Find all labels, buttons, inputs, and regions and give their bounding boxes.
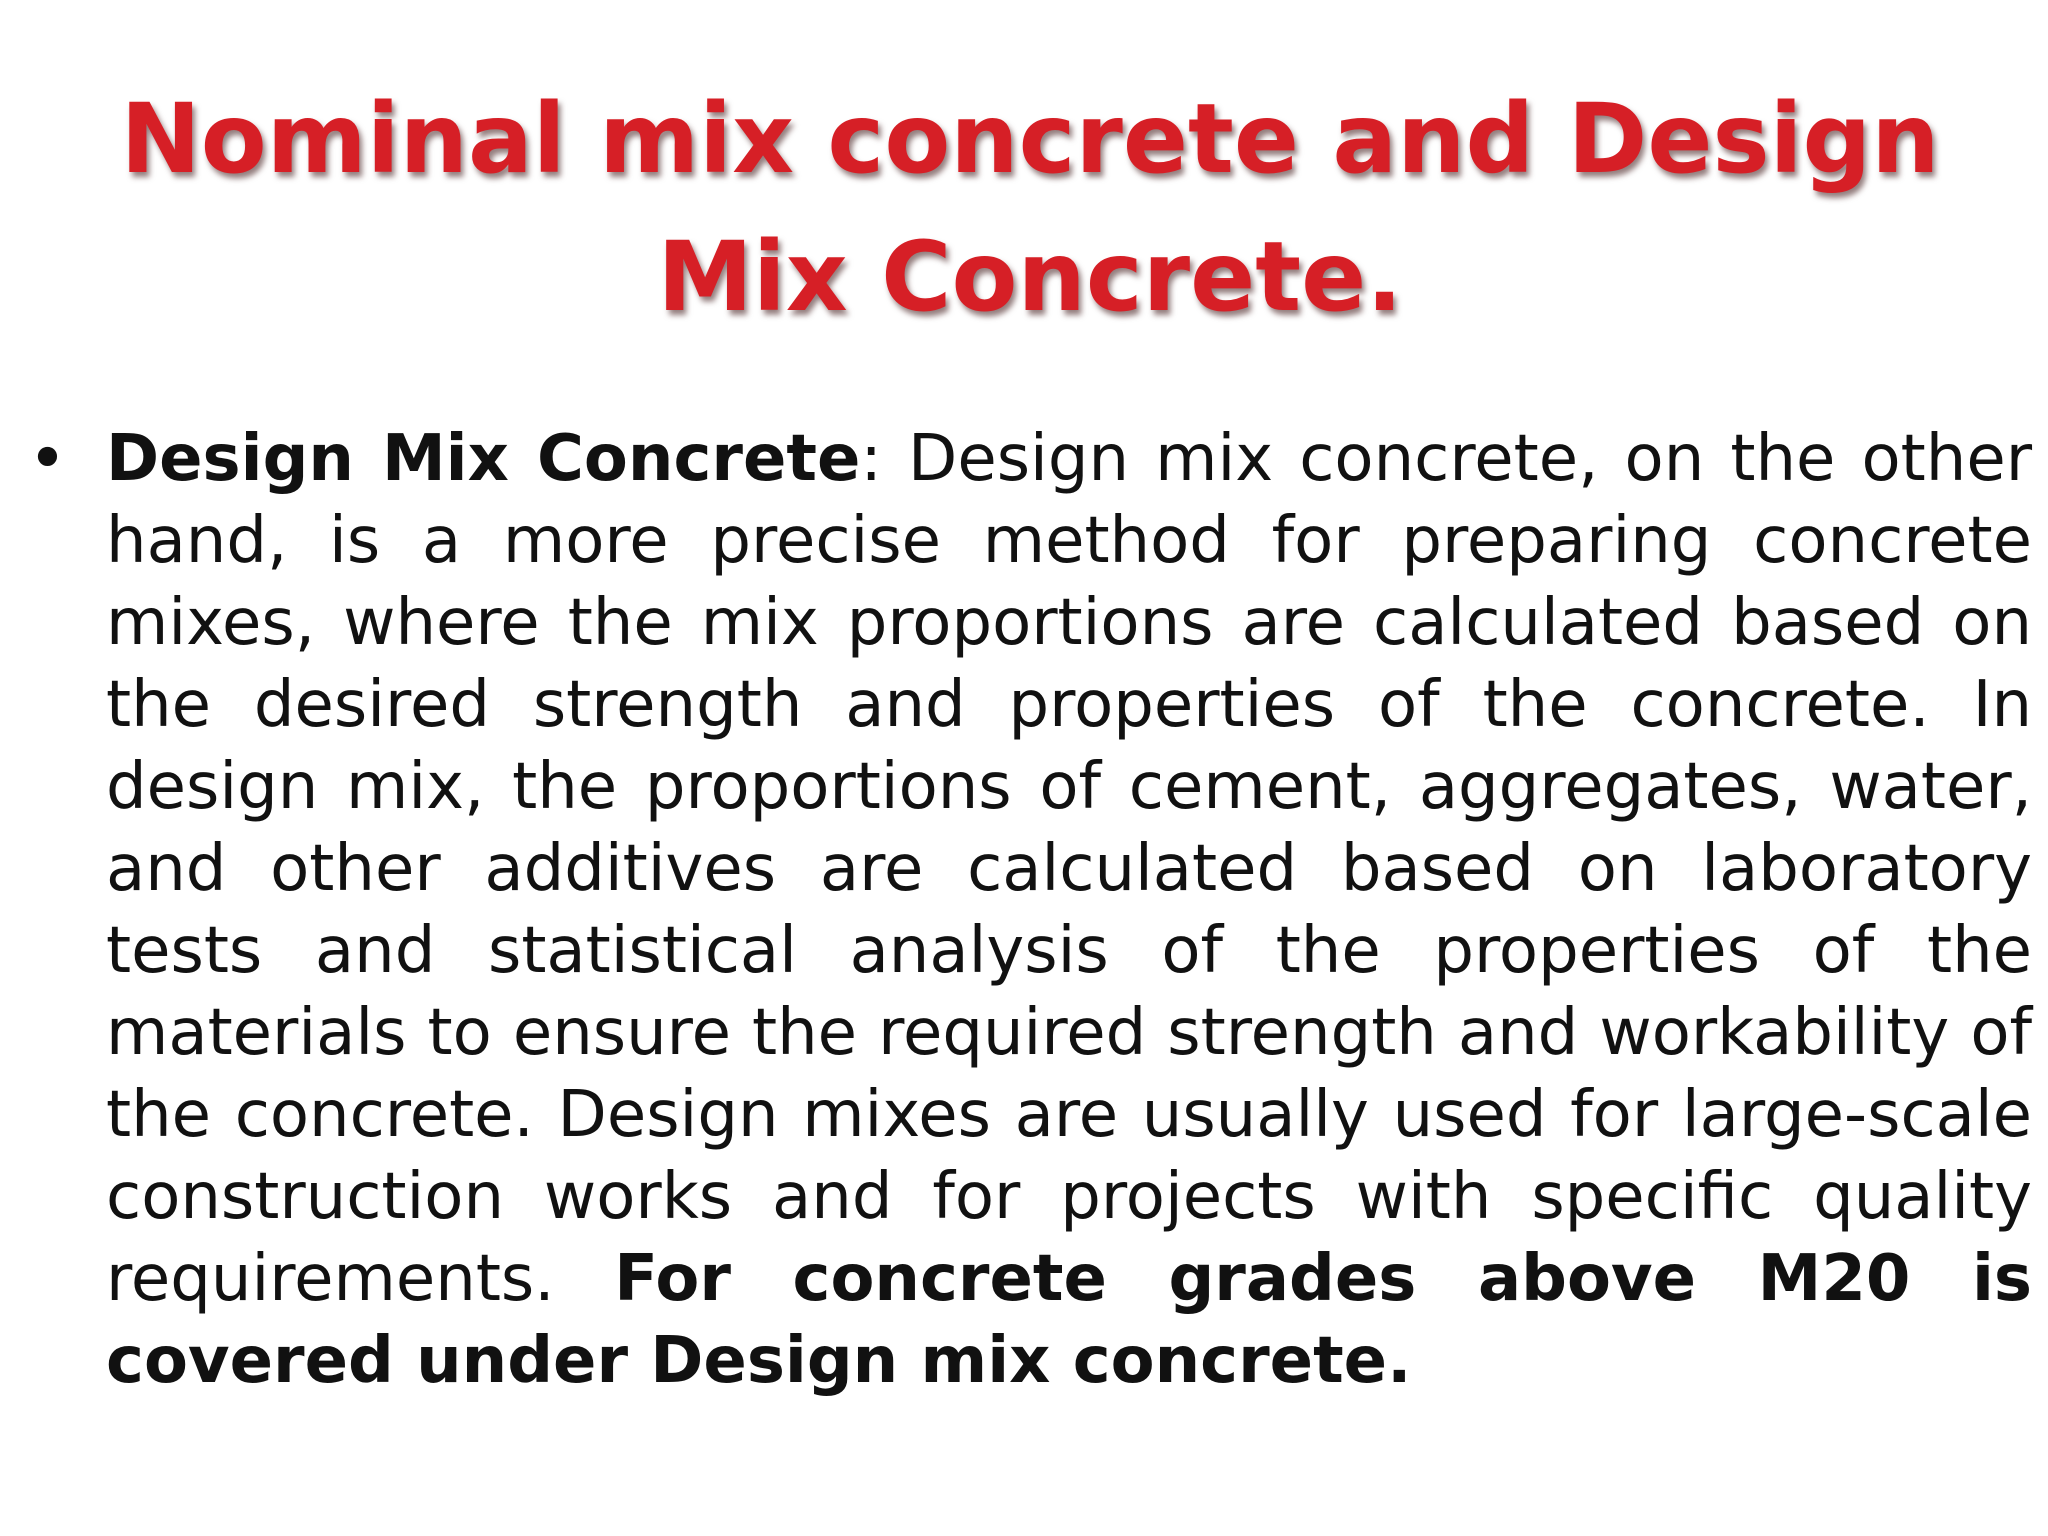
slide-content xyxy=(22,418,2032,1402)
slide-title xyxy=(120,70,1940,346)
bullet-item xyxy=(22,418,2032,1402)
bullet-emphasis: For concrete grades above M20 is covered under Design mix concrete. xyxy=(106,1242,2032,1398)
bullet-paragraph xyxy=(106,418,2032,1402)
bullet-separator: : xyxy=(860,422,882,496)
slide-title-line-2: Mix Concrete. xyxy=(657,221,1403,333)
bullet-dot-icon: • xyxy=(28,420,67,497)
bullet-body: Design mix concrete, on the other hand, is a more precise method for preparing concrete mixes, where the mix proportions are calculated based on the desired strength and properties of the concrete. In design mix, the proportions of cement, aggregates, water, and other additives are calculated based on laboratory tests and statistical analysis of the properties of the materials to ensure the required strength and workability of the concrete. Design mixes are usually used for large-scale construction works and for projects with specific quality requirements. xyxy=(106,422,2033,1316)
bullet-term: Design Mix Concrete xyxy=(106,422,861,496)
slide-title-line-1: Nominal mix concrete and Design xyxy=(120,83,1940,195)
